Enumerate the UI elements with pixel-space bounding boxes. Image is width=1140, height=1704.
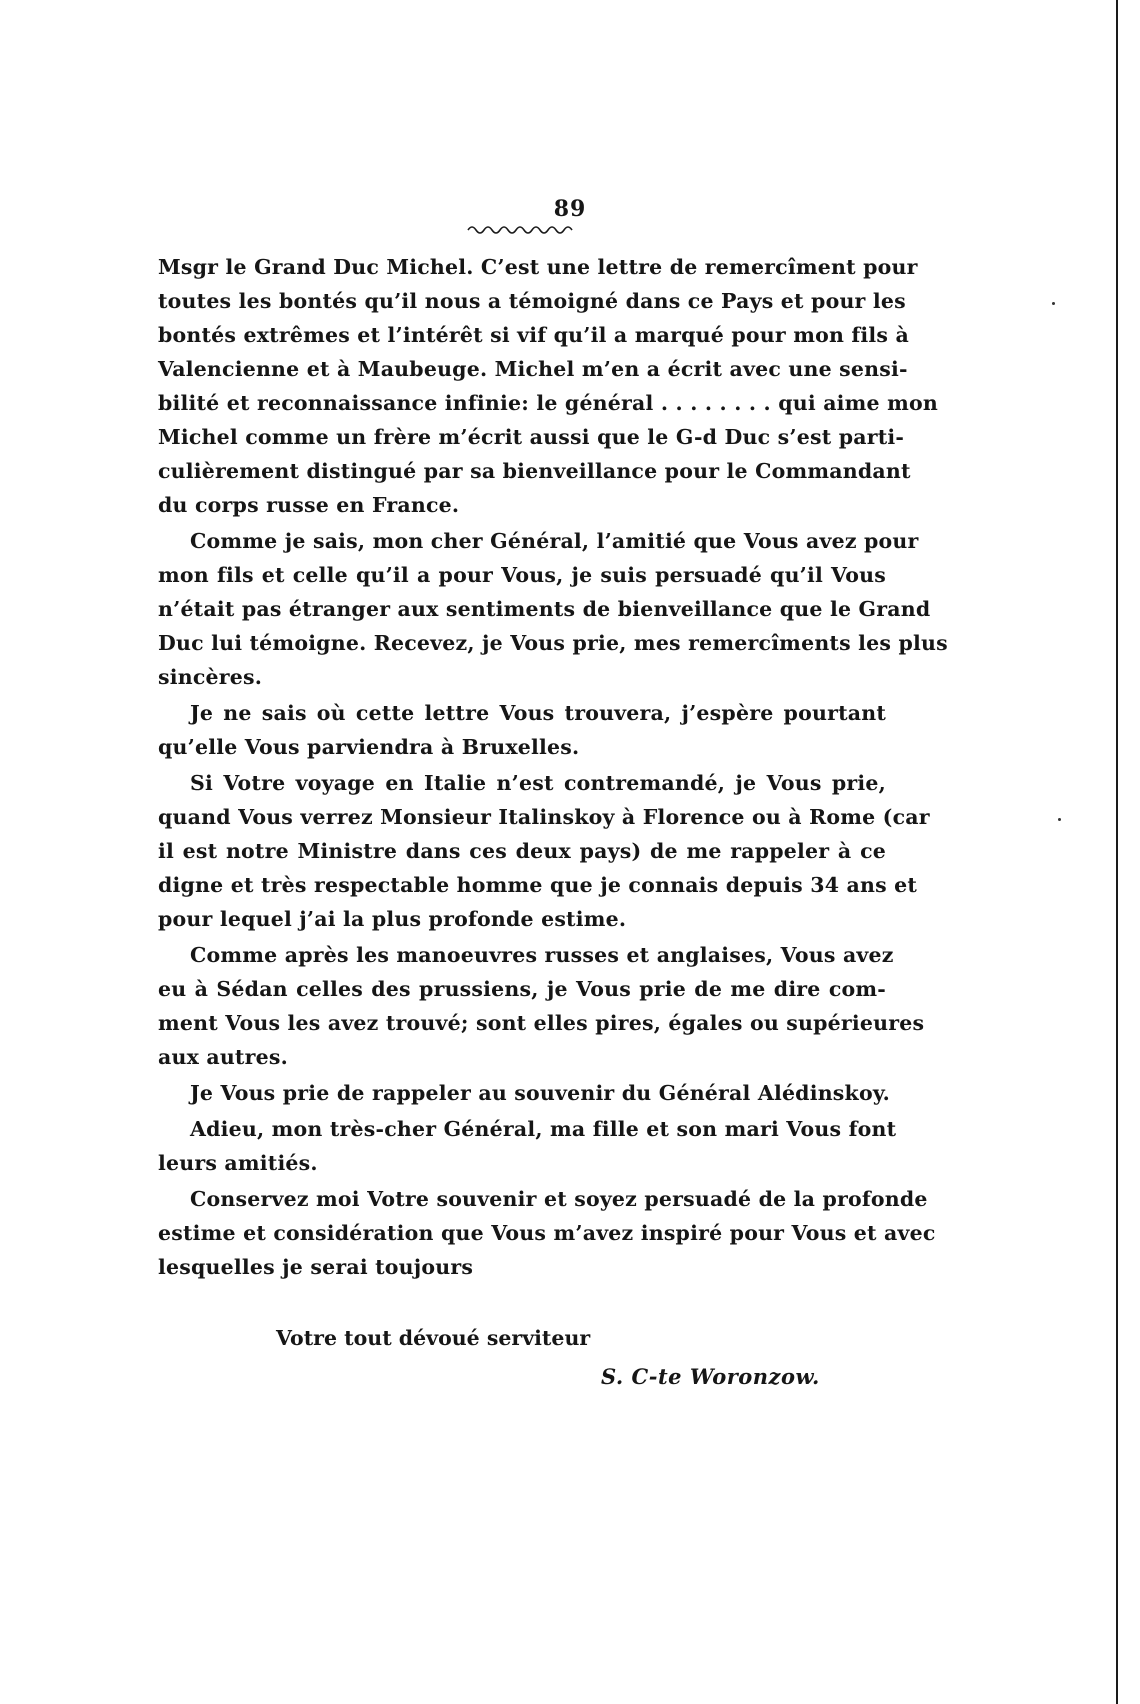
body-line: bontés extrêmes et l’intérêt si vif qu’il a marqué pour mon fils à bbox=[158, 323, 909, 347]
signature: S. C-te Woronzow. bbox=[601, 1364, 820, 1389]
body-line: Si Votre voyage en Italie n’est contremandé, je Vous prie, bbox=[190, 771, 886, 795]
scan-speck bbox=[1058, 818, 1061, 821]
body-line: Comme je sais, mon cher Général, l’amitié que Vous avez pour bbox=[190, 529, 919, 553]
body-line: leurs amitiés. bbox=[158, 1151, 318, 1175]
body-line: Duc lui témoigne. Recevez, je Vous prie, mes remercîments les plus bbox=[158, 631, 948, 655]
body-line: culièrement distingué par sa bienveillance pour le Commandant bbox=[158, 459, 911, 483]
body-line: bilité et reconnaissance infinie: le général . . . . . . . . qui aime mon bbox=[158, 391, 939, 415]
body-line: du corps russe en France. bbox=[158, 493, 460, 517]
body-line: quand Vous verrez Monsieur Italinskoy à Florence ou à Rome (car bbox=[158, 805, 930, 829]
wavy-ornament bbox=[466, 222, 576, 234]
body-line: Conservez moi Votre souvenir et soyez persuadé de la profonde bbox=[190, 1187, 928, 1211]
body-line: Valencienne et à Maubeuge. Michel m’en a écrit avec une sensi- bbox=[158, 357, 908, 381]
body-line: sincères. bbox=[158, 665, 263, 689]
body-line: Je Vous prie de rappeler au souvenir du Général Alédinskoy. bbox=[190, 1081, 890, 1105]
body-line: pour lequel j’ai la plus profonde estime. bbox=[158, 907, 627, 931]
body-line: n’était pas étranger aux sentiments de bienveillance que le Grand bbox=[158, 597, 931, 621]
body-line: mon fils et celle qu’il a pour Vous, je suis persuadé qu’il Vous bbox=[158, 563, 886, 587]
closing-formula: Votre tout dévoué serviteur bbox=[276, 1326, 591, 1350]
body-line: lesquelles je serai toujours bbox=[158, 1255, 474, 1279]
body-line: eu à Sédan celles des prussiens, je Vous prie de me dire com- bbox=[158, 977, 886, 1001]
body-line: ment Vous les avez trouvé; sont elles pires, égales ou supérieures bbox=[158, 1011, 925, 1035]
page-number: 89 bbox=[553, 196, 587, 222]
letter-body bbox=[158, 250, 948, 1284]
body-line: Msgr le Grand Duc Michel. C’est une lettre de remercîment pour bbox=[158, 255, 918, 279]
body-line: aux autres. bbox=[158, 1045, 288, 1069]
body-line: Michel comme un frère m’écrit aussi que le G-d Duc s’est parti- bbox=[158, 425, 905, 449]
body-line: Comme après les manoeuvres russes et anglaises, Vous avez bbox=[190, 943, 894, 967]
body-line: il est notre Ministre dans ces deux pays) de me rappeler à ce bbox=[158, 839, 886, 863]
body-line: Je ne sais où cette lettre Vous trouvera, j’espère pourtant bbox=[190, 701, 886, 725]
body-line: digne et très respectable homme que je connais depuis 34 ans et bbox=[158, 873, 918, 897]
page-edge-line bbox=[1116, 0, 1118, 1704]
body-line: toutes les bontés qu’il nous a témoigné dans ce Pays et pour les bbox=[158, 289, 906, 313]
body-line: Adieu, mon très-cher Général, ma fille et son mari Vous font bbox=[190, 1117, 897, 1141]
body-line: qu’elle Vous parviendra à Bruxelles. bbox=[158, 735, 580, 759]
scan-speck bbox=[1052, 302, 1055, 305]
body-line: estime et considération que Vous m’avez inspiré pour Vous et avec bbox=[158, 1221, 936, 1245]
